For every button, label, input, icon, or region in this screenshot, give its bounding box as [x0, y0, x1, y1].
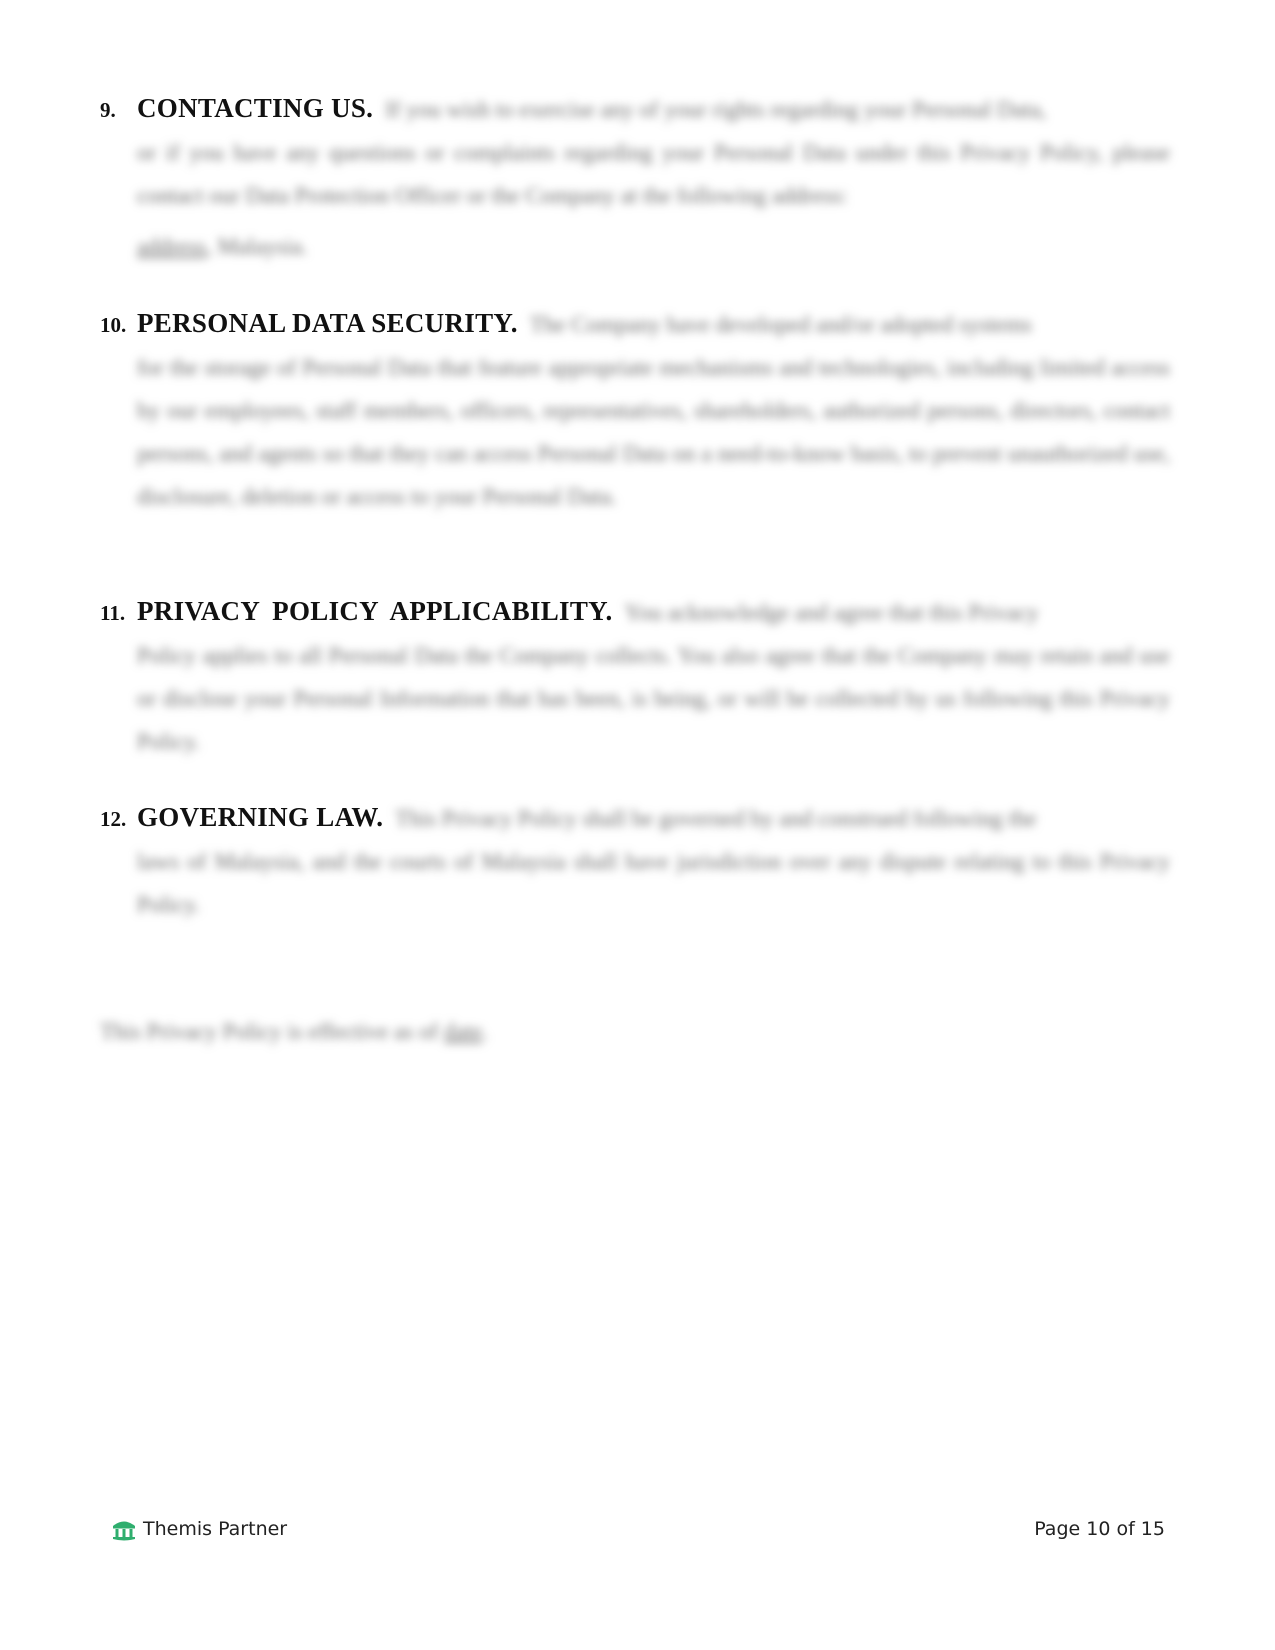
address-suffix: , Malaysia.: [205, 234, 308, 259]
effective-date-placeholder: date: [443, 1019, 483, 1044]
section-body: Policy applies to all Personal Data the Company collects. You also agree that the Company may retain and use or disclose your Personal Information that has been, is being, or will be collected by us following this Privacy Policy.: [137, 643, 1170, 754]
section-body: for the storage of Personal Data that feature appropriate mechanisms and technologies, including limited access by our employees, staff members, officers, representatives, shareholders, authorized persons, directors, contact persons, and agents so that they can access Personal Data on a need-to-know basis, to prevent unauthorized use, disclosure, deletion or access to your Personal Data.: [137, 355, 1170, 509]
section-title: CONTACTING US.: [137, 93, 374, 123]
effective-prefix: This Privacy Policy is effective as of: [100, 1019, 444, 1044]
section-privacy-policy-applicability: [100, 591, 1170, 763]
section-first-line: If you wish to exercise any of your rights regarding your Personal Data,: [385, 97, 1047, 122]
section-governing-law: [100, 797, 1170, 926]
section-contacting-us: [100, 88, 1170, 268]
section-heading: [100, 303, 1170, 347]
section-number: 12.: [100, 807, 127, 831]
section-number: 11.: [100, 601, 126, 625]
section-number: 10.: [100, 313, 127, 337]
section-first-line: You acknowledge and agree that this Privacy: [624, 600, 1039, 625]
section-first-line: The Company have developed and/or adopted systems: [529, 312, 1032, 337]
section-first-line: This Privacy Policy shall be governed by and construed following the: [395, 806, 1037, 831]
section-title: GOVERNING LAW.: [137, 802, 384, 832]
section-personal-data-security: [100, 303, 1170, 518]
section-title: PRIVACY POLICY APPLICABILITY.: [137, 596, 613, 626]
section-heading: [100, 797, 1170, 841]
section-heading: [100, 591, 1170, 635]
page-number: Page 10 of 15: [1034, 1518, 1165, 1540]
address-placeholder: address: [137, 234, 206, 259]
section-title: PERSONAL DATA SECURITY.: [137, 308, 518, 338]
section-body: or if you have any questions or complaints regarding your Personal Data under this Privacy Policy, please contact our Data Protection Officer or the Company at the following address:: [137, 140, 1170, 208]
section-heading: [100, 88, 1170, 132]
section-body: laws of Malaysia, and the courts of Malaysia shall have jurisdiction over any dispute relating to this Privacy Policy.: [137, 849, 1170, 917]
page-footer: [111, 1512, 1165, 1546]
effective-suffix: .: [482, 1019, 488, 1044]
effective-date-line: [100, 1010, 800, 1053]
section-number: 9.: [100, 98, 116, 122]
footer-brand: [111, 1517, 287, 1541]
address-line: [137, 225, 1170, 268]
brand-name: Themis Partner: [143, 1518, 288, 1540]
themis-logo-icon: [111, 1517, 137, 1541]
